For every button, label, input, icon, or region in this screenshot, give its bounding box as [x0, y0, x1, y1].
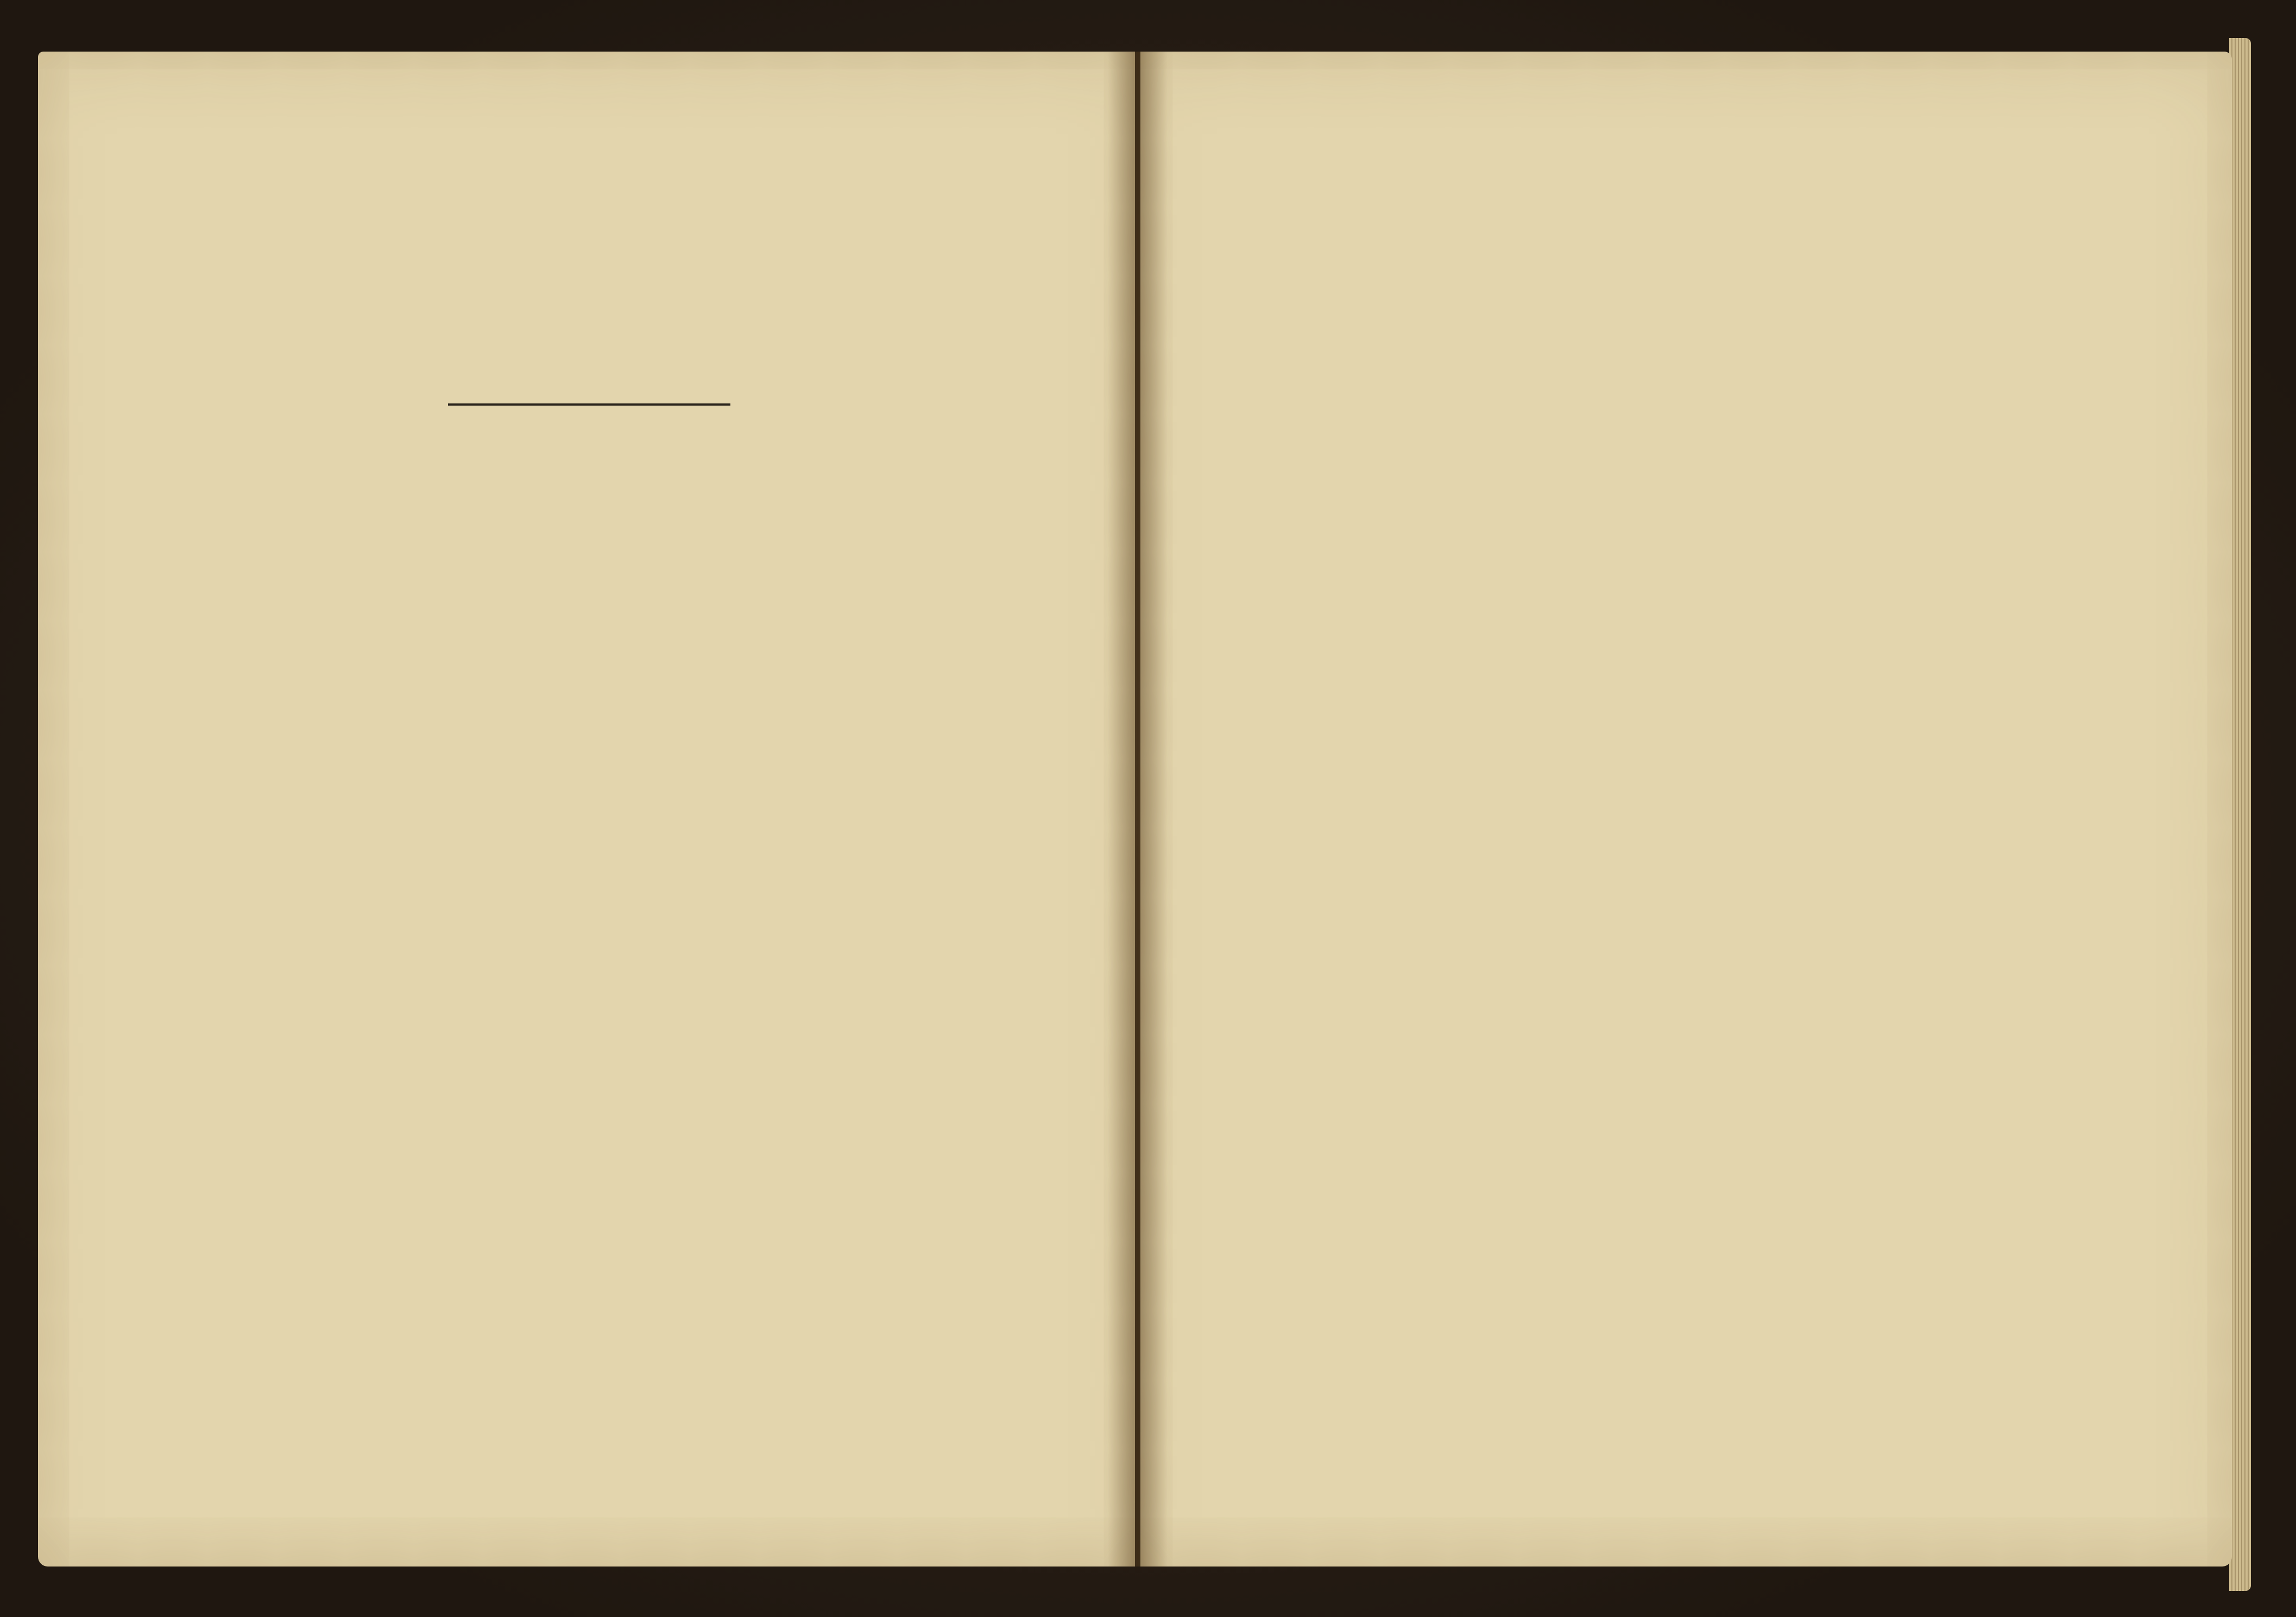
right-paragraph — [1260, 986, 2112, 1264]
right-page — [1140, 52, 2232, 1567]
right-paragraph — [1260, 428, 2112, 567]
closing-paragraph — [168, 1457, 1010, 1492]
verse-row — [168, 1397, 1010, 1435]
left-page-content — [168, 231, 1010, 1447]
section-heading — [448, 403, 730, 454]
commentary-paragraph — [168, 1154, 1010, 1223]
verse-first-hemistich — [606, 567, 1010, 605]
right-paragraph — [1260, 347, 2112, 416]
verse-second-hemistich — [168, 567, 572, 605]
right-paragraph — [1260, 1426, 2112, 1496]
book-gutter — [1108, 52, 1168, 1567]
right-paragraph — [1260, 231, 2112, 335]
right-paragraph — [1260, 579, 2112, 857]
commentary-paragraph — [168, 1235, 1010, 1305]
right-paragraph — [1260, 869, 2112, 974]
verse-second-hemistich — [168, 1056, 572, 1094]
right-paragraph — [1260, 1275, 2112, 1414]
commentary-paragraph — [168, 932, 1010, 1002]
verse-row — [168, 605, 1010, 643]
verse-row — [168, 1056, 1010, 1094]
verse-first-hemistich — [606, 1094, 1010, 1132]
verse-second-hemistich — [168, 605, 572, 643]
verse-second-hemistich — [168, 1018, 572, 1056]
verse-first-hemistich — [606, 605, 1010, 643]
left-paragraph — [168, 231, 1010, 300]
page-edges — [2229, 38, 2251, 1591]
right-page-content — [1260, 231, 2112, 1447]
verse-second-hemistich — [168, 1321, 572, 1359]
commentary-paragraph — [168, 816, 1010, 920]
verse-row — [168, 1321, 1010, 1359]
intro-paragraph — [168, 482, 1010, 551]
verse-row — [168, 1094, 1010, 1132]
verse-row — [168, 1018, 1010, 1056]
verse-second-hemistich — [168, 1397, 572, 1435]
verse-first-hemistich — [606, 1397, 1010, 1435]
left-paragraph — [168, 312, 1010, 382]
page-number — [1140, 1355, 2232, 1387]
commentary-paragraph — [168, 665, 1010, 804]
page-number — [38, 1355, 1135, 1387]
verse-first-hemistich — [606, 1056, 1010, 1094]
verse-group — [168, 1018, 1010, 1132]
verse-first-hemistich — [606, 1018, 1010, 1056]
verse-first-hemistich — [606, 1321, 1010, 1359]
verse-row — [168, 567, 1010, 605]
left-page — [38, 52, 1135, 1567]
verse-group — [168, 567, 1010, 643]
verse-second-hemistich — [168, 1094, 572, 1132]
